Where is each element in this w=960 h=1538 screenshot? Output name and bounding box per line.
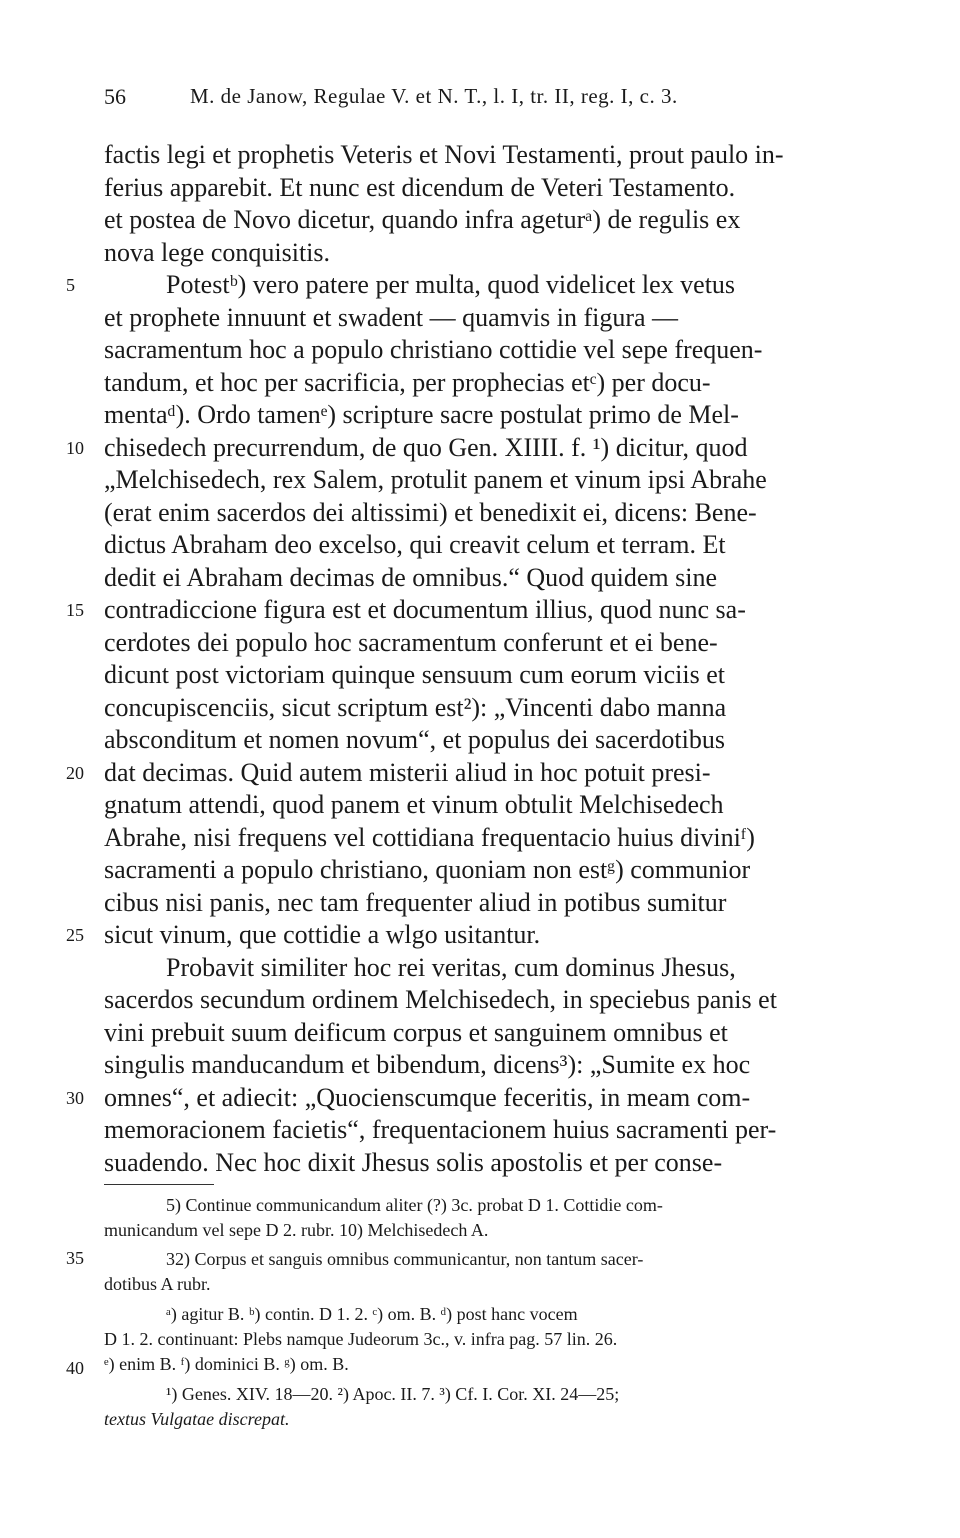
- text-line: Probavit similiter hoc rei veritas, cum dominus Jhesus,: [166, 953, 736, 982]
- text-line: gnatum attendi, quod panem et vinum obtulit Melchisedech: [104, 790, 724, 819]
- text-line: sacerdos secundum ordinem Melchisedech, in speciebus panis et: [104, 985, 777, 1014]
- text-line: (erat enim sacerdos dei altissimi) et benedixit ei, dicens: Bene-: [104, 498, 757, 527]
- text-line: suadendo. Nec hoc dixit Jhesus solis apostolis et per conse-: [104, 1148, 723, 1177]
- text-line: singulis manducandum et bibendum, dicens³): „Sumite ex hoc: [104, 1050, 751, 1079]
- text-line: vini prebuit suum deificum corpus et sanguinem omnibus et: [104, 1018, 728, 1047]
- footnote-line: 5) Continue communicandum aliter (?) 3c. probat D 1. Cottidie com-: [166, 1195, 663, 1215]
- line-number: 20: [66, 763, 84, 783]
- text-line: dictus Abraham deo excelso, qui creavit celum et terram. Et: [104, 530, 726, 559]
- running-head: M. de Janow, Regulae V. et N. T., l. I, tr. II, reg. I, c. 3.: [190, 84, 678, 108]
- text-line: Potestᵇ) vero patere per multa, quod videlicet lex vetus: [166, 270, 736, 299]
- footnote-line: ᵉ) enim B. ᶠ) dominici B. ᵍ) om. B.: [104, 1354, 349, 1374]
- text-line: chisedech precurrendum, de quo Gen. XIIII. f. ¹) dicitur, quod: [104, 433, 748, 462]
- footnote-line: ᵃ) agitur B. ᵇ) contin. D 1. 2. ᶜ) om. B. ᵈ) post hanc vocem: [166, 1304, 578, 1324]
- text-line: dat decimas. Quid autem misterii aliud in hoc potuit presi-: [104, 758, 711, 787]
- text-line: dedit ei Abraham decimas de omnibus.“ Quod quidem sine: [104, 563, 718, 592]
- text-line: factis legi et prophetis Veteris et Novi Testamenti, prout paulo in-: [104, 140, 784, 169]
- footnote-line: ¹) Genes. XIV. 18—20. ²) Apoc. II. 7. ³) Cf. I. Cor. XI. 24—25;: [166, 1384, 620, 1404]
- page-number: 56: [104, 84, 126, 109]
- line-number: 40: [66, 1358, 84, 1378]
- text-line: dicunt post victoriam quinque sensuum cum eorum viciis et: [104, 660, 726, 689]
- footnote-line: 32) Corpus et sanguis omnibus communicantur, non tantum sacer-: [166, 1249, 644, 1269]
- text-line: absconditum et nomen novum“, et populus dei sacerdotibus: [104, 725, 725, 754]
- text-line: mentaᵈ). Ordo tamenᵉ) scripture sacre postulat primo de Mel-: [104, 400, 739, 429]
- footnote-rule: [104, 1184, 214, 1185]
- text-line: cerdotes dei populo hoc sacramentum conferunt et ei bene-: [104, 628, 718, 657]
- text-line: tandum, et hoc per sacrificia, per prophecias etᶜ) per docu-: [104, 368, 711, 397]
- line-number: 30: [66, 1088, 84, 1108]
- footnote-line: municandum vel sepe D 2. rubr. 10) Melchisedech A.: [104, 1220, 489, 1240]
- text-line: cibus nisi panis, nec tam frequenter aliud in potibus sumitur: [104, 888, 727, 917]
- text-line: ferius apparebit. Et nunc est dicendum de Veteri Testamento.: [104, 173, 736, 202]
- text-line: sicut vinum, que cottidie a wlgo usitantur.: [104, 920, 541, 949]
- line-number: 35: [66, 1248, 84, 1268]
- text-line: contradiccione figura est et documentum illius, quod nunc sa-: [104, 595, 746, 624]
- text-line: nova lege conquisitis.: [104, 238, 331, 267]
- footnote-line: D 1. 2. continuant: Plebs namque Judeorum 3c., v. infra pag. 57 lin. 26.: [104, 1329, 618, 1349]
- line-number: 10: [66, 438, 84, 458]
- line-number: 5: [66, 275, 75, 295]
- text-line: memoracionem facietis“, frequentacionem huius sacramenti per-: [104, 1115, 777, 1144]
- text-line: „Melchisedech, rex Salem, protulit panem et vinum ipsi Abrahe: [104, 465, 767, 494]
- text-line: et postea de Novo dicetur, quando infra ageturᵃ) de regulis ex: [104, 205, 741, 234]
- text-line: sacramenti a populo christiano, quoniam non estᵍ) communior: [104, 855, 751, 884]
- text-line: concupiscenciis, sicut scriptum est²): „Vincenti dabo manna: [104, 693, 727, 722]
- text-line: omnes“, et adiecit: „Quocienscumque feceritis, in meam com-: [104, 1083, 751, 1112]
- text-line: et prophete innuunt et swadent — quamvis in figura —: [104, 303, 679, 332]
- footnote-line: textus Vulgatae discrepat.: [104, 1409, 290, 1429]
- page-header: [104, 84, 884, 114]
- text-line: Abrahe, nisi frequens vel cottidiana frequentacio huius diviniᶠ): [104, 823, 755, 852]
- line-number: 15: [66, 600, 84, 620]
- footnote-line: dotibus A rubr.: [104, 1274, 211, 1294]
- text-line: sacramentum hoc a populo christiano cottidie vel sepe frequen-: [104, 335, 763, 364]
- line-number: 25: [66, 925, 84, 945]
